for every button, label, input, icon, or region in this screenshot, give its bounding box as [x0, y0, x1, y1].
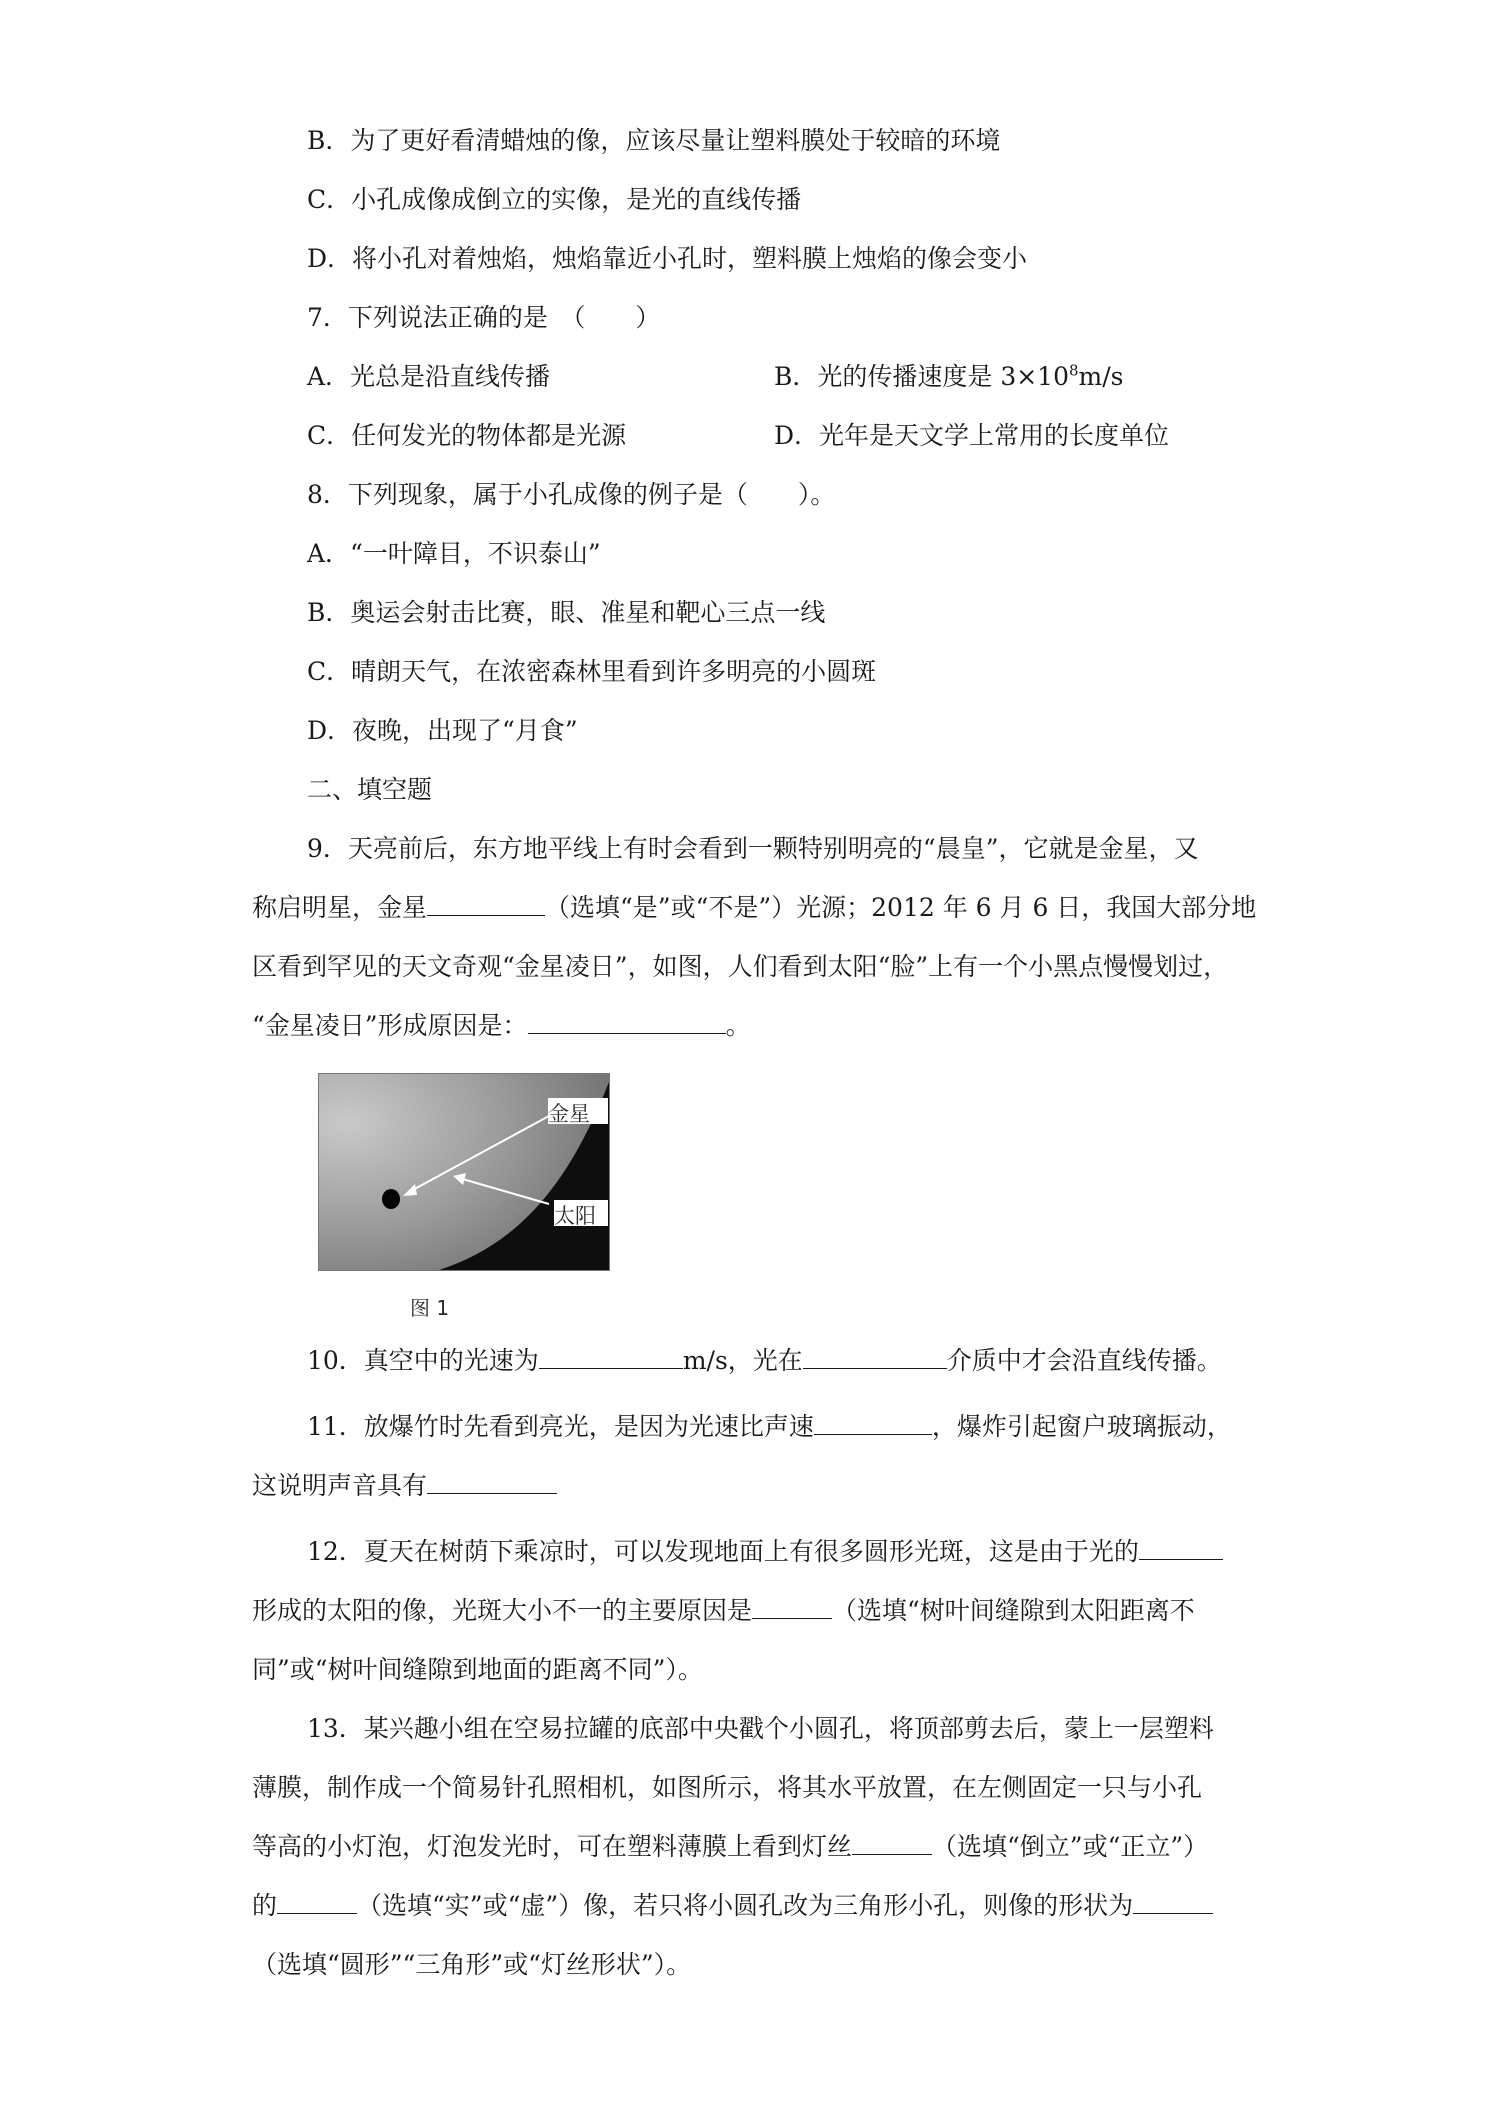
q9-text: 称启明星，金星 [252, 893, 428, 922]
q6-option-c: C．小孔成像成倒立的实像，是光的直线传播 [307, 185, 802, 214]
q12-line-3: 同”或“树叶间缝隙到地面的距离不同”）。 [252, 1655, 703, 1684]
q13-text: （选填“倒立”或“正立”） [932, 1832, 1209, 1861]
q7-option-b-text: B．光的传播速度是 3×10 [774, 362, 1069, 391]
q10-text: m/s，光在 [682, 1346, 803, 1375]
q11-line-2 [252, 1469, 1237, 1503]
q11-text: 这说明声音具有 [252, 1471, 428, 1500]
q8-option-d: D．夜晚，出现了“月食” [307, 716, 578, 745]
q11-answer-blank-1[interactable] [814, 1410, 932, 1435]
q6-option-d: D．将小孔对着烛焰，烛焰靠近小孔时，塑料膜上烛焰的像会变小 [307, 244, 1028, 273]
q13-line-3 [252, 1830, 1237, 1864]
figure-label-sun: 太阳 [554, 1200, 608, 1226]
q8-option-a: A．“一叶障目，不识泰山” [307, 539, 601, 568]
q11-answer-blank-2[interactable] [427, 1469, 557, 1494]
q13-line-5: （选填“圆形”“三角形”或“灯丝形状”）。 [252, 1950, 692, 1979]
q13-text: 等高的小灯泡，灯泡发光时，可在塑料薄膜上看到灯丝 [252, 1832, 853, 1861]
q7-option-a: A．光总是沿直线传播 [307, 362, 551, 391]
q7-stem: 7．下列说法正确的是 （ ） [307, 303, 661, 332]
q10-answer-blank-2[interactable] [803, 1344, 947, 1369]
q8-option-c: C．晴朗天气，在浓密森林里看到许多明亮的小圆斑 [307, 657, 877, 686]
venus-dot [382, 1189, 400, 1209]
q7-option-c: C．任何发光的物体都是光源 [307, 421, 627, 450]
q13-answer-blank-3[interactable] [1133, 1889, 1213, 1914]
q12-text: （选填“树叶间缝隙到太阳距离不 [832, 1596, 1195, 1625]
q10-answer-blank-1[interactable] [539, 1344, 683, 1369]
q7-option-b-exponent: 8 [1068, 361, 1079, 380]
q9-answer-blank-2[interactable] [528, 1009, 726, 1034]
q8-stem: 8．下列现象，属于小孔成像的例子是（ ）。 [307, 480, 836, 509]
q7-option-d: D．光年是天文学上常用的长度单位 [774, 421, 1170, 450]
figure-label-venus: 金星 [548, 1098, 608, 1124]
q8-option-b: B．奥运会射击比赛，眼、准星和靶心三点一线 [307, 598, 826, 627]
section-heading: 二、填空题 [307, 775, 433, 804]
q9-line-1: 9．天亮前后，东方地平线上有时会看到一颗特别明亮的“晨皇”，它就是金星，又 [307, 834, 1199, 863]
q12-answer-blank-1[interactable] [1139, 1535, 1223, 1560]
q9-text: （选填“是”或“不是”）光源；2012 年 6 月 6 日，我国大部分地 [545, 893, 1257, 922]
q7-option-b [774, 360, 1124, 394]
q11-text: 11．放爆竹时先看到亮光，是因为光速比声速 [307, 1412, 814, 1441]
q9-line-4 [252, 1009, 1237, 1043]
q13-text: （选填“实”或“虚”）像，若只将小圆孔改为三角形小孔，则像的形状为 [357, 1891, 1134, 1920]
q13-answer-blank-2[interactable] [277, 1889, 357, 1914]
q9-line-3: 区看到罕见的天文奇观“金星凌日”，如图，人们看到太阳“脸”上有一个小黑点慢慢划过， [252, 952, 1229, 981]
q12-answer-blank-2[interactable] [752, 1594, 832, 1619]
q13-line-4 [252, 1889, 1237, 1923]
q7-option-b-unit: m/s [1078, 362, 1124, 391]
q11-text: ，爆炸引起窗户玻璃振动， [931, 1412, 1232, 1441]
q13-answer-blank-1[interactable] [852, 1830, 932, 1855]
q13-line-1: 13．某兴趣小组在空易拉罐的底部中央戳个小圆孔，将顶部剪去后，蒙上一层塑料 [307, 1714, 1214, 1743]
q9-answer-blank-1[interactable] [427, 891, 545, 916]
q9-text: “金星凌日”形成原因是： [252, 1011, 528, 1040]
q9-line-2 [252, 891, 1257, 925]
q9-text: 。 [725, 1011, 751, 1040]
q12-line-2 [252, 1594, 1237, 1628]
q10-text: 介质中才会沿直线传播。 [946, 1346, 1222, 1375]
q13-line-2: 薄膜，制作成一个简易针孔照相机，如图所示，将其水平放置，在左侧固定一只与小孔 [252, 1773, 1203, 1802]
q12-text: 12．夏天在树荫下乘凉时，可以发现地面上有很多圆形光斑，这是由于光的 [307, 1537, 1139, 1566]
q10-line [307, 1344, 1222, 1378]
figure-caption: 图 1 [410, 1296, 450, 1320]
q12-line-1 [307, 1535, 1223, 1569]
q13-text: 的 [252, 1891, 278, 1920]
q6-option-b: B．为了更好看清蜡烛的像，应该尽量让塑料膜处于较暗的环境 [307, 126, 1001, 155]
q12-text: 形成的太阳的像，光斑大小不一的主要原因是 [252, 1596, 753, 1625]
q11-line-1 [307, 1410, 1232, 1444]
q10-text: 10．真空中的光速为 [307, 1346, 539, 1375]
